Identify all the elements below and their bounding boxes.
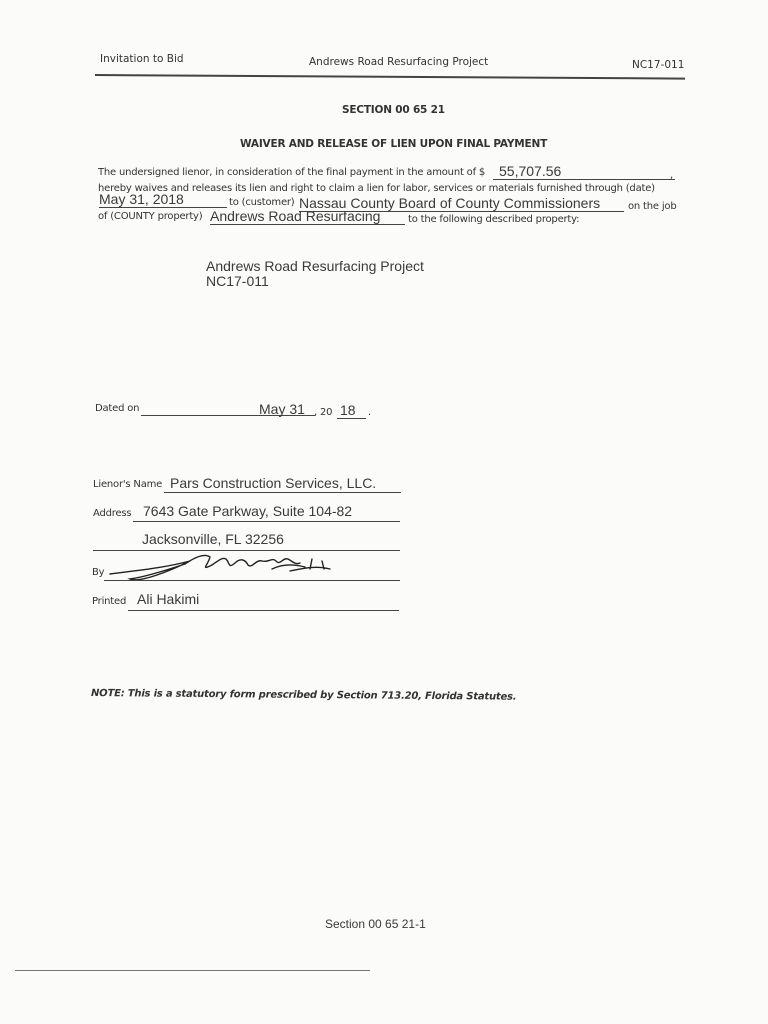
- address-label: Address: [93, 508, 132, 519]
- dated-period: .: [368, 407, 371, 418]
- date-field: May 31, 2018: [99, 191, 227, 208]
- footer-line: [15, 970, 370, 971]
- address-underline-1: [133, 521, 400, 522]
- dated-year: 18: [337, 402, 366, 419]
- signature-image: [100, 549, 340, 589]
- lienor-name: Pars Construction Services, LLC.: [170, 475, 377, 491]
- address-line2: Jacksonville, FL 32256: [142, 531, 284, 547]
- dated-label: Dated on: [95, 403, 140, 414]
- customer-field: Nassau County Board of County Commissioners: [299, 195, 624, 212]
- address-line1: 7643 Gate Parkway, Suite 104-82: [143, 503, 353, 519]
- following-label: to the following described property:: [408, 214, 580, 225]
- signature-stroke: [110, 555, 330, 579]
- header-center: Andrews Road Resurfacing Project: [309, 56, 489, 68]
- lienor-name-underline: [164, 492, 401, 493]
- header-left: Invitation to Bid: [100, 53, 184, 65]
- county-property-label: of (COUNTY property): [98, 211, 203, 222]
- body-line1-text: The undersigned lienor, in consideration of the final payment in the amount of $: [98, 167, 486, 178]
- page-footer: Section 00 65 21-1: [325, 917, 426, 931]
- amount-field: 55,707.56: [493, 163, 675, 180]
- by-label: By: [92, 567, 105, 578]
- on-job-label: on the job: [628, 201, 677, 212]
- printed-underline: [128, 610, 399, 611]
- property-line2: NC17-011: [206, 273, 269, 289]
- printed-label: Printed: [92, 596, 127, 607]
- dated-year-prefix: , 20: [314, 407, 333, 418]
- header-divider: [95, 74, 685, 80]
- by-underline: [104, 580, 400, 581]
- section-title: SECTION 00 65 21: [342, 104, 445, 116]
- printed-name: Ali Hakimi: [137, 591, 200, 607]
- county-property-field: Andrews Road Resurfacing: [210, 208, 405, 225]
- statutory-note: NOTE: This is a statutory form prescribed by Section 713.20, Florida Statutes.: [90, 688, 517, 703]
- dated-month-day: May 31: [259, 401, 305, 417]
- amount-comma: ,: [670, 170, 673, 181]
- body-line1: [98, 167, 485, 178]
- header-right: NC17-011: [632, 59, 685, 71]
- to-customer-label: to (customer): [229, 197, 295, 208]
- form-title: WAIVER AND RELEASE OF LIEN UPON FINAL PAYMENT: [240, 138, 548, 150]
- property-line1: Andrews Road Resurfacing Project: [206, 258, 424, 274]
- lienor-name-label: Lienor's Name: [93, 479, 163, 490]
- body-line2: hereby waives and releases its lien and right to claim a lien for labor, services or materials furnished through (date): [98, 183, 655, 194]
